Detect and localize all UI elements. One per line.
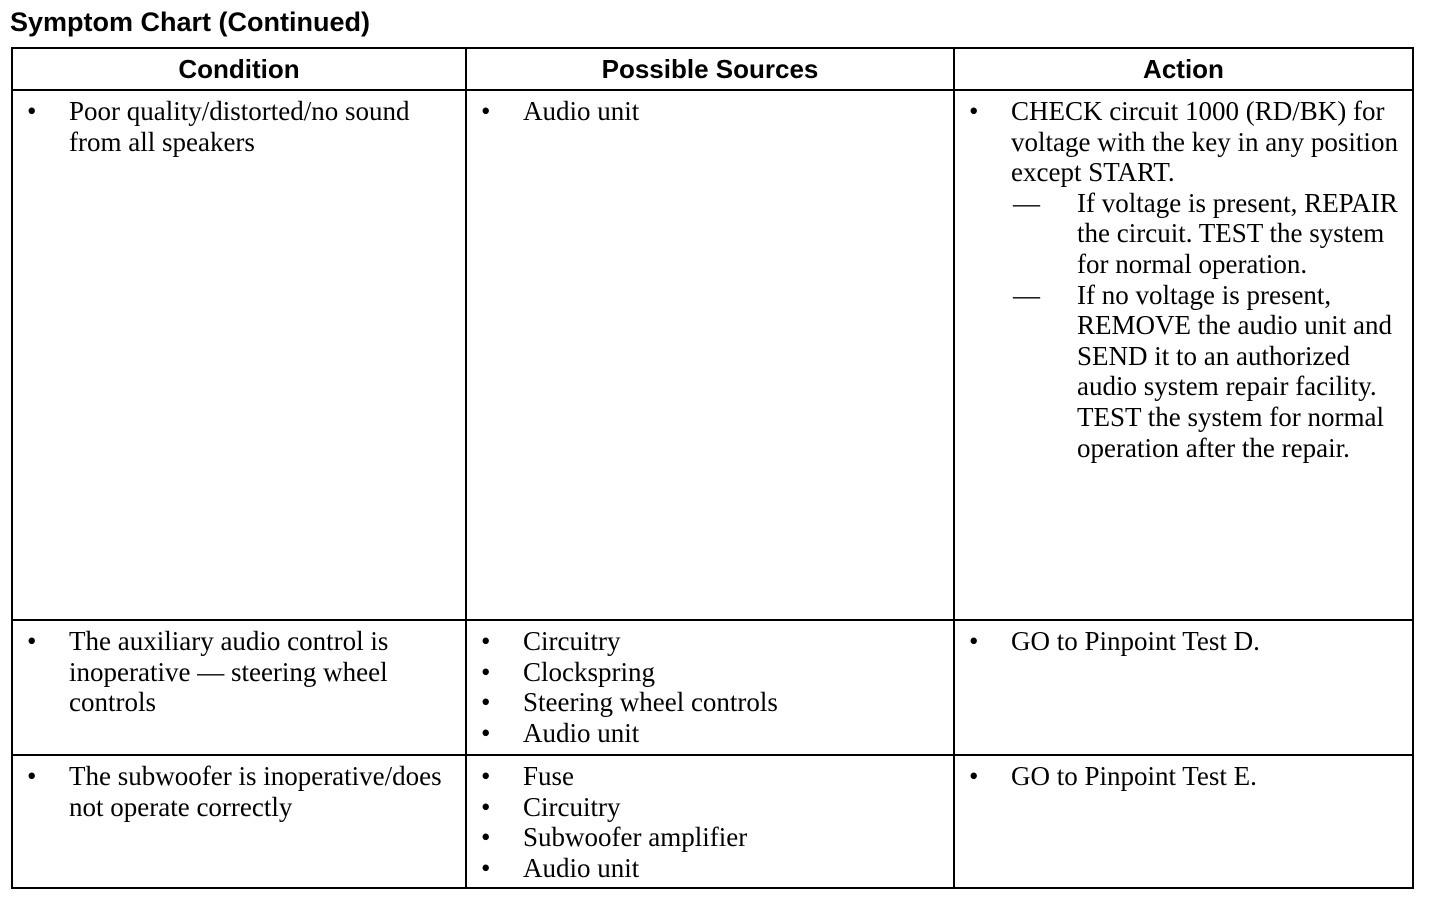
- header-row: [12, 48, 1413, 90]
- source-item: • Steering wheel controls: [479, 687, 945, 718]
- column-header-condition: Condition: [12, 48, 466, 90]
- source-item: • Audio unit: [479, 853, 945, 884]
- source-item: • Subwoofer amplifier: [479, 822, 945, 853]
- column-header-possible-sources: Possible Sources: [466, 48, 954, 90]
- sources-cell: [466, 755, 954, 888]
- source-item: • Audio unit: [479, 718, 945, 749]
- table-row: [12, 620, 1413, 755]
- source-item: • Circuitry: [479, 626, 945, 657]
- condition-text: • The subwoofer is inoperative/does not operate correctly: [25, 761, 457, 822]
- symptom-chart-table: [11, 47, 1414, 889]
- page-title: Symptom Chart (Continued): [10, 7, 370, 37]
- action-cell: [954, 90, 1413, 620]
- action-text: CHECK circuit 1000 (RD/BK) for voltage with the key in any position except START.: [1011, 96, 1398, 188]
- column-header-action: Action: [954, 48, 1413, 90]
- source-item: • Fuse: [479, 761, 945, 792]
- condition-cell: [12, 90, 466, 620]
- sub-action-item: — If no voltage is present, REMOVE the audio unit and SEND it to an authorized audio system repair facility. TEST the system for normal operation after the repair.: [1011, 280, 1404, 464]
- source-item: • Clockspring: [479, 657, 945, 688]
- action-cell: [954, 755, 1413, 888]
- table-row: [12, 755, 1413, 888]
- source-item: • Circuitry: [479, 792, 945, 823]
- condition-text: • The auxiliary audio control is inoperative — steering wheel controls: [25, 626, 457, 718]
- action-cell: [954, 620, 1413, 755]
- sources-cell: [466, 620, 954, 755]
- action-item: [967, 96, 1404, 463]
- action-text: • GO to Pinpoint Test D.: [967, 626, 1404, 657]
- action-text: • GO to Pinpoint Test E.: [967, 761, 1404, 792]
- condition-text: • Poor quality/distorted/no sound from all speakers: [25, 96, 457, 157]
- source-item: • Audio unit: [479, 96, 945, 127]
- sub-action-item: — If voltage is present, REPAIR the circuit. TEST the system for normal operation.: [1011, 188, 1404, 280]
- condition-cell: [12, 755, 466, 888]
- sources-cell: [466, 90, 954, 620]
- condition-cell: [12, 620, 466, 755]
- table-row: [12, 90, 1413, 620]
